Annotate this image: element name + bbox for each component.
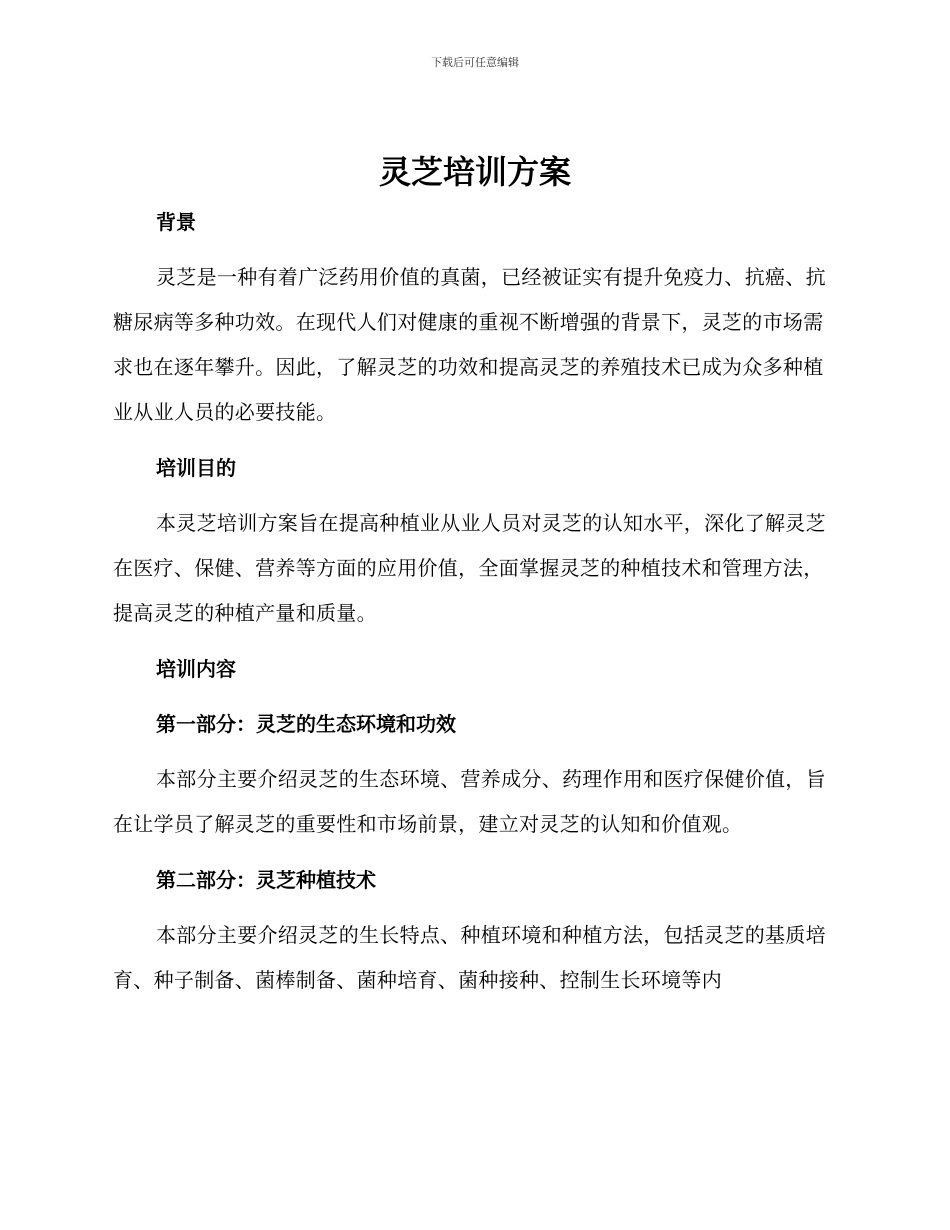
- section-text-part2: 本部分主要介绍灵芝的生长特点、种植环境和种植方法，包括灵芝的基质培育、种子制备、菌棒制备、菌种培育、菌种接种、控制生长环境等内: [113, 923, 826, 992]
- section-heading-part1: 第一部分：灵芝的生态环境和功效: [156, 712, 456, 736]
- section-text-purpose: 本灵芝培训方案旨在提高种植业从业人员对灵芝的认知水平，深化了解灵芝在医疗、保健、营养等方面的应用价值，全面掌握灵芝的种植技术和管理方法，提高灵芝的种植产量和质量。: [113, 511, 826, 625]
- section-heading-part2: 第二部分：灵芝种植技术: [156, 868, 376, 892]
- section-text-background: 灵芝是一种有着广泛药用价值的真菌，已经被证实有提升免疫力、抗癌、抗糖尿病等多种功效。在现代人们对健康的重视不断增强的背景下，灵芝的市场需求也在逐年攀升。因此，了解灵芝的功效和提高灵芝的养殖技术已成为众多种植业从业人员的必要技能。: [113, 265, 826, 424]
- document-body: [113, 200, 833, 1014]
- section-text-part1: 本部分主要介绍灵芝的生态环境、营养成分、药理作用和医疗保健价值，旨在让学员了解灵芝的重要性和市场前景，建立对灵芝的认知和价值观。: [113, 767, 826, 836]
- document-title: 灵芝培训方案: [378, 153, 571, 191]
- section-heading-background: 背景: [156, 210, 196, 234]
- section-heading-content: 培训内容: [156, 657, 236, 681]
- header-note: 下载后可任意编辑: [431, 56, 519, 69]
- section-heading-purpose: 培训目的: [156, 456, 236, 480]
